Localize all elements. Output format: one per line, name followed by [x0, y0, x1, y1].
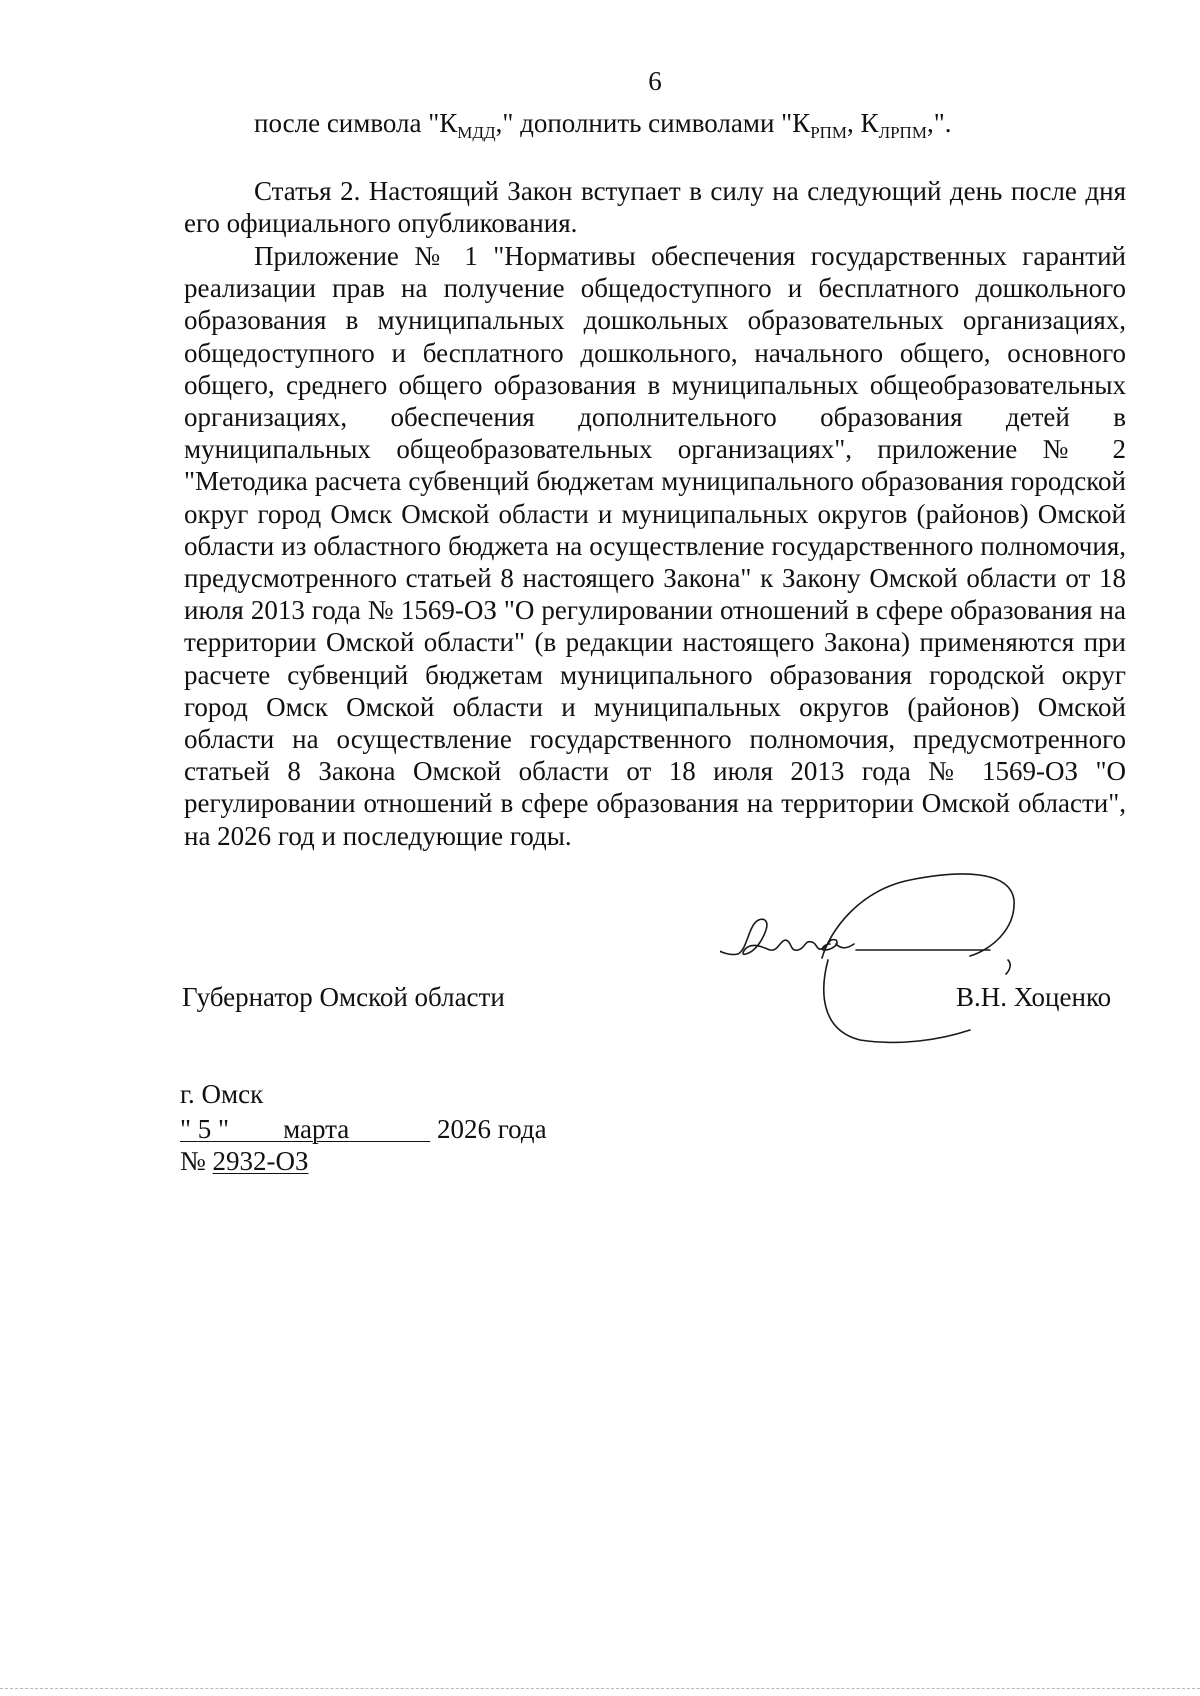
governor-title: Губернатор Омской области: [182, 982, 505, 1012]
date-month: марта: [283, 1114, 350, 1144]
date-quote-close: ": [218, 1114, 230, 1144]
page-number: 6: [648, 66, 662, 96]
law-number-prefix: №: [180, 1146, 206, 1176]
law-number: [180, 1146, 309, 1177]
article-2-paragraph: [184, 175, 1126, 239]
article-2-text: Статья 2. Настоящий Закон вступает в силу на следующий день после дня его официального опубликования.: [184, 176, 1126, 239]
date-year: 2026 года: [436, 1114, 547, 1144]
date-day: 5: [197, 1114, 212, 1144]
handwritten-signature: [720, 870, 1100, 1090]
application-paragraph: [184, 240, 1126, 852]
governor-name: В.Н. Хоценко: [956, 982, 1112, 1012]
amendment-sub-1: МДД: [457, 123, 496, 142]
amendment-text-2: ," дополнить символами "К: [495, 108, 811, 138]
amendment-text-4: ,".: [926, 108, 952, 138]
date-quote-open: ": [180, 1114, 192, 1144]
scan-edge-line: [0, 1688, 1200, 1689]
amendment-line: [254, 108, 951, 143]
city: г. Омск: [180, 1079, 264, 1109]
amendment-sub-2: РПМ: [810, 123, 848, 142]
amendment-text-1: после символа "К: [254, 108, 458, 138]
application-text: Приложение № 1 "Нормативы обеспечения государственных гарантий реализации прав на получение общедоступного и бесплатного дошкольного образования в муниципальных дошкольных образовательных организациях, общедоступного и бесплатного дошкольного, начального общего, основного общего, среднего общего образования в муниципальных общеобразовательных организациях, обеспечения дополнительного образования детей в муниципальных общеобразовательных организациях", приложение № 2 "Методика расчета субвенций бюджетам муниципального образования городской округ город Омск Омской области и муниципальных округов (районов) Омской области из областного бюджета на осуществление государственного полномочия, предусмотренного статьей 8 настоящего Закона" к Закону Омской области от 18 июля 2013 года № 1569-ОЗ "О регулировании отношений в сфере образования на территории Омской области" (в редакции настоящего Закона) применяются при расчете субвенций бюджетам муниципального образования городской округ город Омск Омской области и муниципальных округов (районов) Омской области на осуществление государственного полномочия, предусмотренного статьей 8 Закона Омской области от 18 июля 2013 года № 1569-ОЗ "О регулировании отношений в сфере образования на территории Омской области", на 2026 год и последующие годы.: [184, 241, 1126, 851]
amendment-sub-3: ЛРПМ: [878, 123, 927, 142]
law-number-value: 2932-ОЗ: [212, 1146, 309, 1176]
signing-date: [180, 1114, 547, 1145]
amendment-text-3: , К: [847, 108, 879, 138]
